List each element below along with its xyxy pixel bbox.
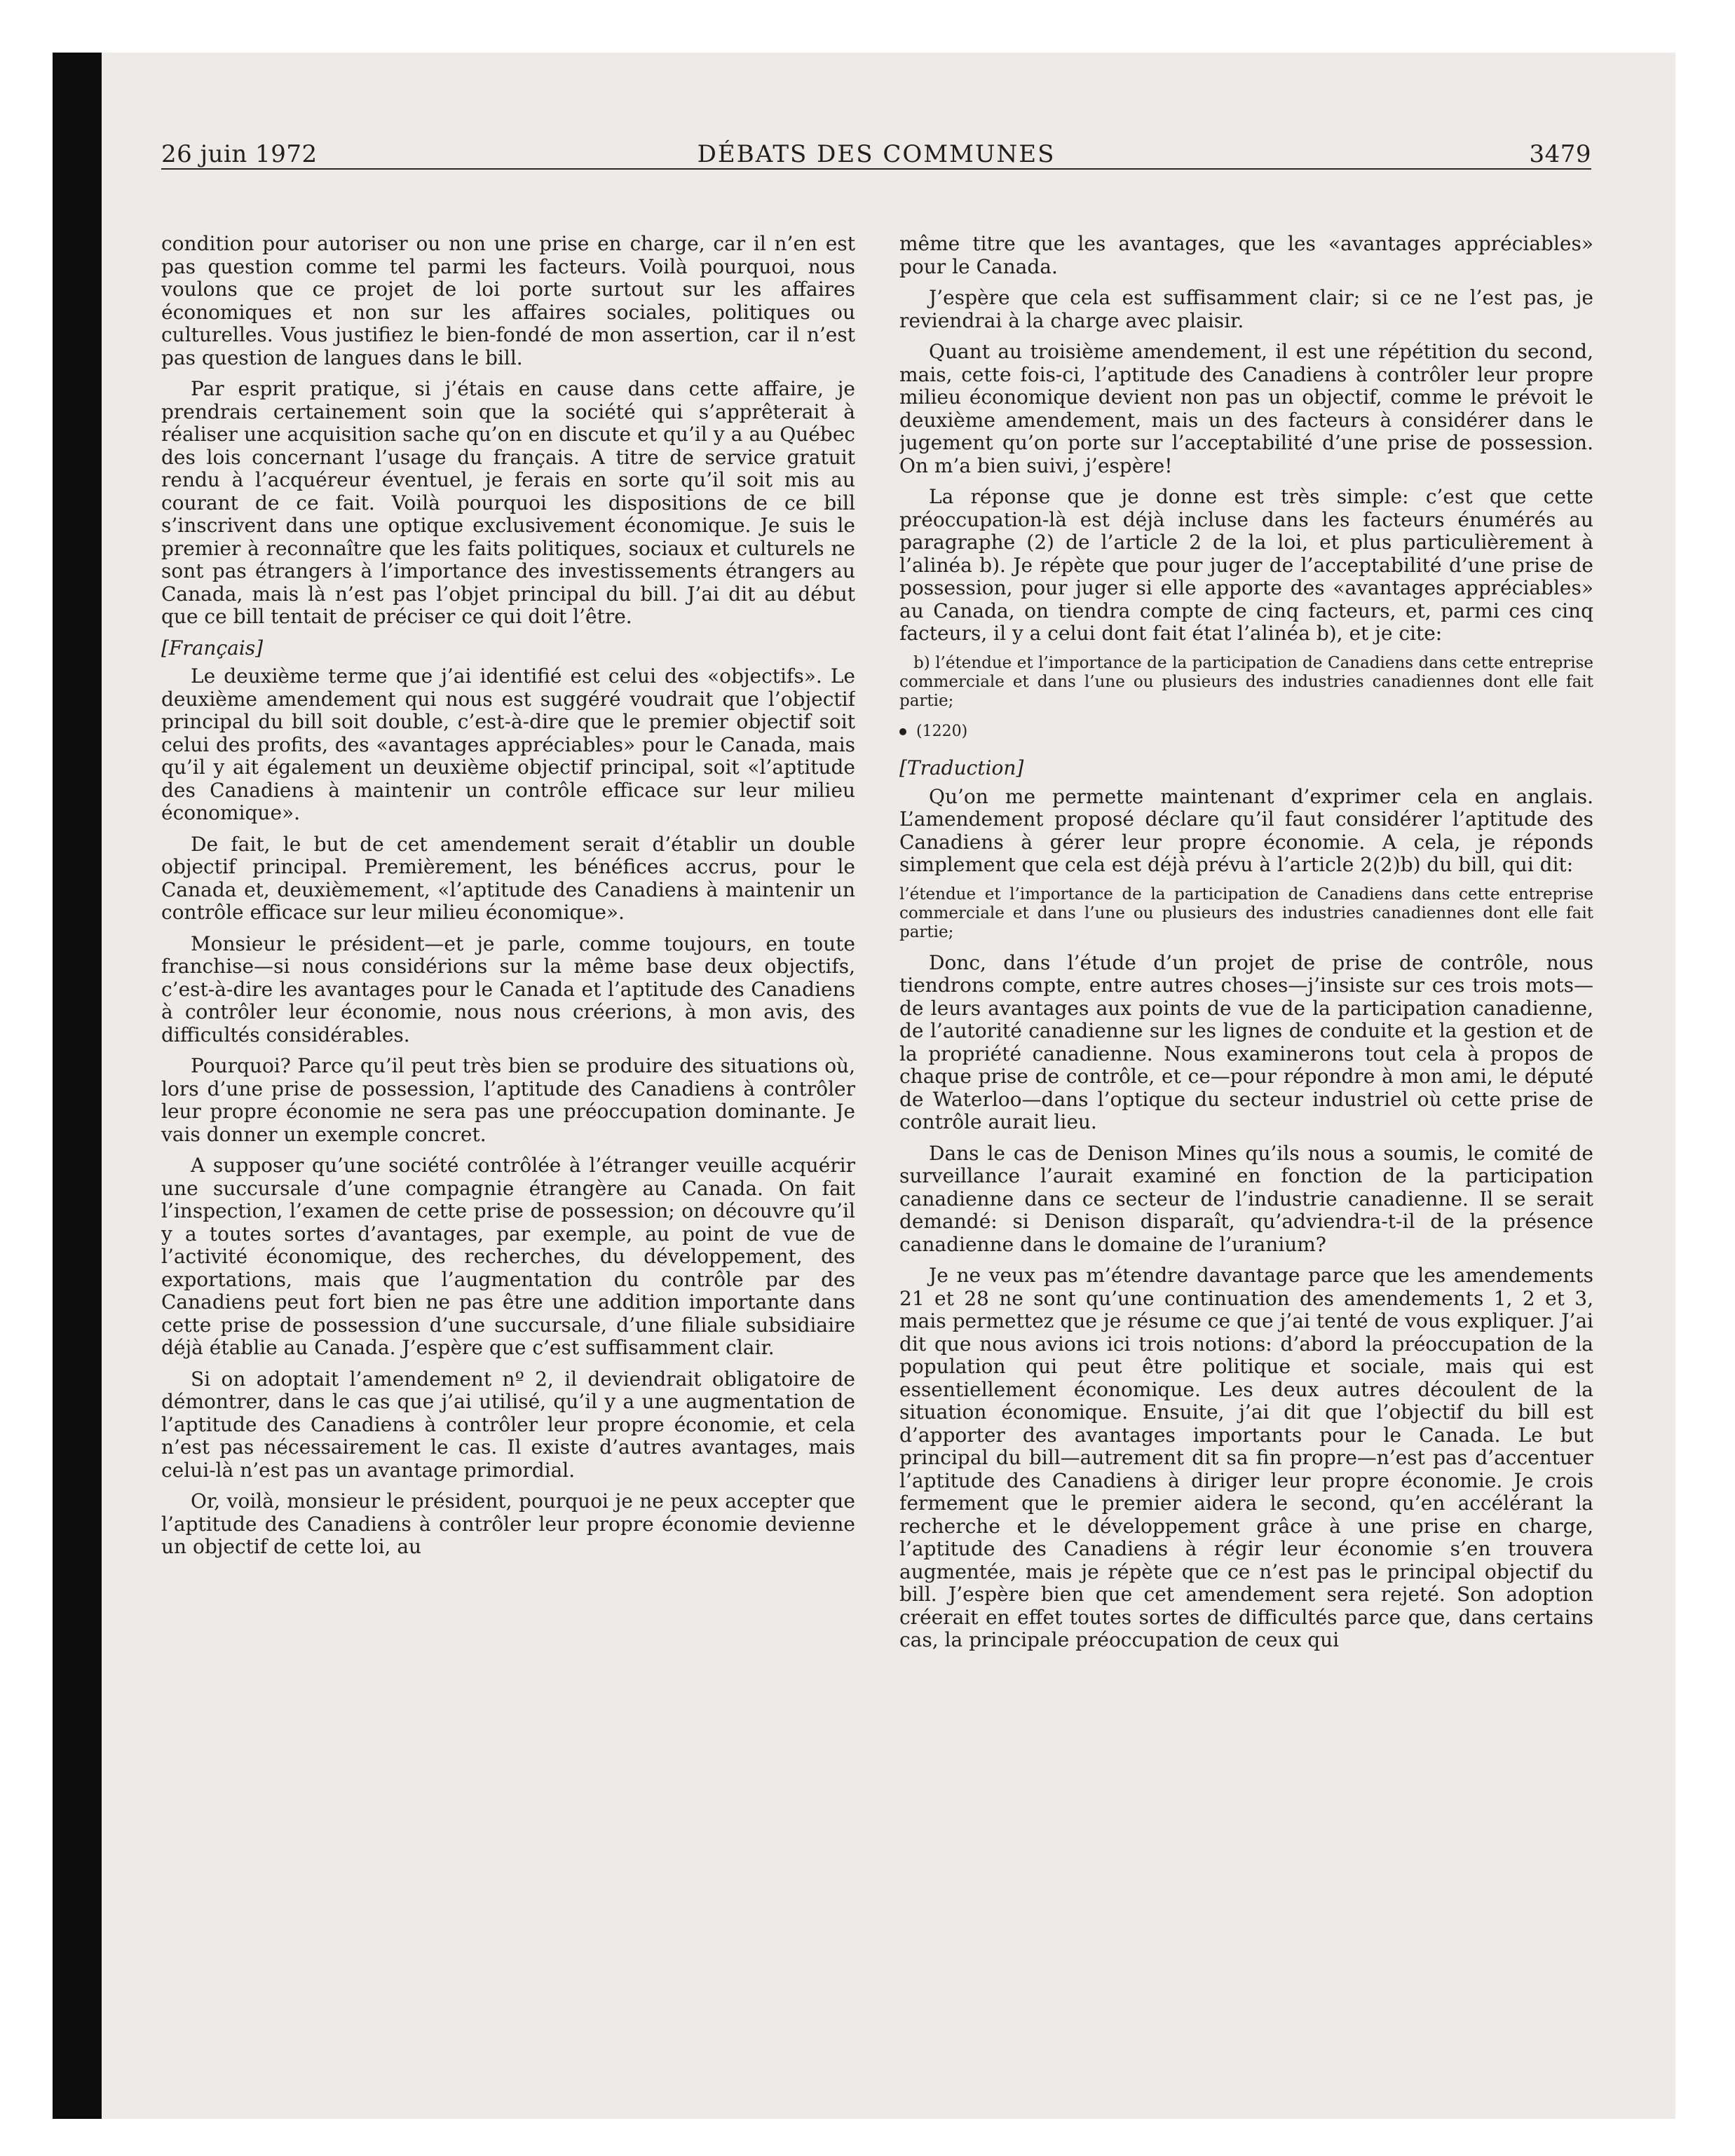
page-header [161, 140, 1591, 170]
paragraph: La réponse que je donne est très simple: c’est que cette préoccupation-là est déjà incluse dans les facteurs énumérés au paragraphe (2) de l’article 2 de la loi, et plus particulièrement à l’alinéa b). Je répète que pour juger de l’acceptabilité d’une prise de possession, pour juger si elle apporte des «avantages appréciables» au Canada, on tiendra compte de cinq facteurs, et, parmi ces cinq facteurs, il y a celui dont fait état l’alinéa b), et je cite: [899, 485, 1593, 645]
bullet-icon [899, 728, 906, 735]
paragraph: Par esprit pratique, si j’étais en cause dans cette affaire, je prendrais certainement soin que la société qui s’apprêterait à réaliser une acquisition sache qu’on en discute et qu’il y a au Québec des lois concernant l’usage du français. A titre de service gratuit rendu à l’acquéreur éventuel, je ferais en sorte qu’il soit mis au courant de ce fait. Voilà pourquoi les dispositions de ce bill s’inscrivent dans une optique exclusivement économique. Je suis le premier à reconnaître que les faits politiques, sociaux et culturels ne sont pas étrangers à l’importance des investissements étrangers au Canada, mais là n’est pas l’objet principal du bill. J’ai dit au début que ce bill tentait de préciser ce qui doit l’être. [161, 377, 855, 628]
right-column [899, 233, 1593, 2083]
paragraph: Donc, dans l’étude d’un projet de prise de contrôle, nous tiendrons compte, entre autres choses—j’insiste sur ces trois mots—de leurs avantages aux points de vue de la participation canadienne, de l’autorité canadienne sur les lignes de conduite et la gestion et de la propriété canadienne. Nous examinerons tout cela à propos de chaque prise de contrôle, et ce—pour répondre à mon ami, le député de Waterloo—dans l’optique du secteur industriel où cette prise de contrôle aurait lieu. [899, 950, 1593, 1133]
language-tag: [Traduction] [899, 756, 1024, 779]
paragraph: Qu’on me permette maintenant d’exprimer cela en anglais. L’amendement proposé déclare qu’il faut considérer l’aptitude des Canadiens à gérer leur propre économie. A cela, je réponds simplement que cela est déjà prévu à l’article 2(2)b) du bill, qui dit: [899, 784, 1593, 876]
paragraph: Monsieur le président—et je parle, comme toujours, en toute franchise—si nous considérions sur la même base deux objectifs, c’est-à-dire les avantages pour le Canada et l’aptitude des Canadiens à contrôler leur économie, nous nous créerions, à mon avis, des difficultés considérables. [161, 932, 855, 1046]
paragraph: condition pour autoriser ou non une prise en charge, car il n’en est pas question comme tel parmi les facteurs. Voilà pourquoi, nous voulons que ce projet de loi porte surtout sur les affaires économiques et non sur les affaires sociales, politiques ou culturelles. Vous justifiez le bien-fondé de mon assertion, car il n’est pas question de langues dans le bill. [161, 233, 855, 369]
paragraph: J’espère que cela est suffisamment clair; si ce ne l’est pas, je reviendrai à la charge avec plaisir. [899, 286, 1593, 332]
page-number: 3479 [1529, 140, 1591, 168]
paragraph: Si on adoptait l’amendement nº 2, il deviendrait obligatoire de démontrer, dans le cas que j’ai utilisé, qu’il y a une augmentation de l’aptitude des Canadiens à contrôler leur propre économie, et cela n’est pas nécessairement le cas. Il existe d’autres avantages, mais celui-là n’est pas un avantage primordial. [161, 1367, 855, 1482]
paragraph: De fait, le but de cet amendement serait d’établir un double objectif principal. Premièrement, les bénéfices accrus, pour le Canada et, deuxièmement, «l’aptitude des Canadiens à maintenir un contrôle efficace sur leur milieu économique». [161, 832, 855, 924]
time-marker [899, 721, 1593, 744]
paragraph: Pourquoi? Parce qu’il peut très bien se produire des situations où, lors d’une prise de possession, l’aptitude des Canadiens à contrôler leur propre économie ne sera pas une préoccupation dominante. Je vais donner un exemple concret. [161, 1054, 855, 1146]
paragraph: Or, voilà, monsieur le président, pourquoi je ne peux accepter que l’aptitude des Canadiens à contrôler leur propre économie devienne un objectif de cette loi, au [161, 1489, 855, 1558]
paragraph: Dans le cas de Denison Mines qu’ils nous a soumis, le comité de surveillance l’aurait examiné en fonction de la participation canadienne dans ce secteur de l’industrie canadienne. Il se serait demandé: si Denison disparaît, qu’adviendra-t-il de la présence canadienne dans le domaine de l’uranium? [899, 1141, 1593, 1256]
scan-edge-band [53, 53, 102, 2119]
block-quote: b) l’étendue et l’importance de la participation de Canadiens dans cette entreprise commerciale et dans l’une ou plusieurs des industries canadiennes dont elle fait partie; [899, 653, 1593, 710]
paragraph: Quant au troisième amendement, il est une répétition du second, mais, cette fois-ci, l’aptitude des Canadiens à contrôler leur propre milieu économique devient non pas un objectif, comme le prévoit le deuxième amendement, mais un des facteurs à considérer dans le jugement qu’on porte sur l’acceptabilité d’une prise de possession. On m’a bien suivi, j’espère! [899, 340, 1593, 477]
language-tag: [Français] [161, 636, 264, 660]
paragraph: Je ne veux pas m’étendre davantage parce que les amendements 21 et 28 ne sont qu’une continuation des amendements 1, 2 et 3, mais permettez que je résume ce que j’ai tenté de vous expliquer. J’ai dit que nous avions ici trois notions: d’abord la préoccupation de la population qui peut être politique et sociale, mais qui est essentiellement économique. Les deux autres découlent de la situation économique. Ensuite, j’ai dit que l’objectif du bill est d’apporter des avantages importants pour le Canada. Le but principal du bill—autrement dit sa fin propre—n’est pas d’accentuer l’aptitude des Canadiens à diriger leur propre économie. Je crois fermement que le premier aidera le second, qu’en accélérant la recherche et le développement grâce à une prise en charge, l’aptitude des Canadiens à régir leur économie s’en trouvera augmentée, mais je répète que ce n’est pas le principal objectif du bill. J’espère bien que cet amendement sera rejeté. Son adoption créerait en effet toutes sortes de difficultés parce que, dans certains cas, la principale préoccupation de ceux qui [899, 1264, 1593, 1651]
header-title: DÉBATS DES COMMUNES [697, 140, 1056, 168]
document-page [102, 53, 1675, 2119]
header-date: 26 juin 1972 [161, 140, 318, 168]
block-quote: l’étendue et l’importance de la participation de Canadiens dans cette entreprise commerciale et dans l’une ou plusieurs des industries canadiennes dont elle fait partie; [899, 885, 1593, 941]
paragraph: A supposer qu’une société contrôlée à l’étranger veuille acquérir une succursale d’une compagnie étrangère au Canada. On fait l’inspection, l’examen de cette prise de possession; on découvre qu’il y a toutes sortes d’avantages, par exemple, au point de vue de l’activité économique, des recherches, du développement, des exportations, mais que l’augmentation du contrôle par des Canadiens peut fort bien ne pas être une addition importante dans cette prise de possession d’une succursale, d’une filiale subsidiaire déjà établie au Canada. J’espère que c’est suffisamment clair. [161, 1154, 855, 1359]
paragraph: même titre que les avantages, que les «avantages appréciables» pour le Canada. [899, 233, 1593, 278]
time-marker-text: (1220) [916, 722, 968, 740]
left-column [161, 233, 855, 2083]
paragraph: Le deuxième terme que j’ai identifié est celui des «objectifs». Le deuxième amendement qui nous est suggéré voudrait que l’objectif principal du bill soit double, c’est-à-dire que le premier objectif soit celui des profits, des «avantages appréciables» pour le Canada, mais qu’il y ait également un deuxième objectif principal, soit «l’aptitude des Canadiens à maintenir un contrôle efficace sur leur milieu économique». [161, 664, 855, 824]
